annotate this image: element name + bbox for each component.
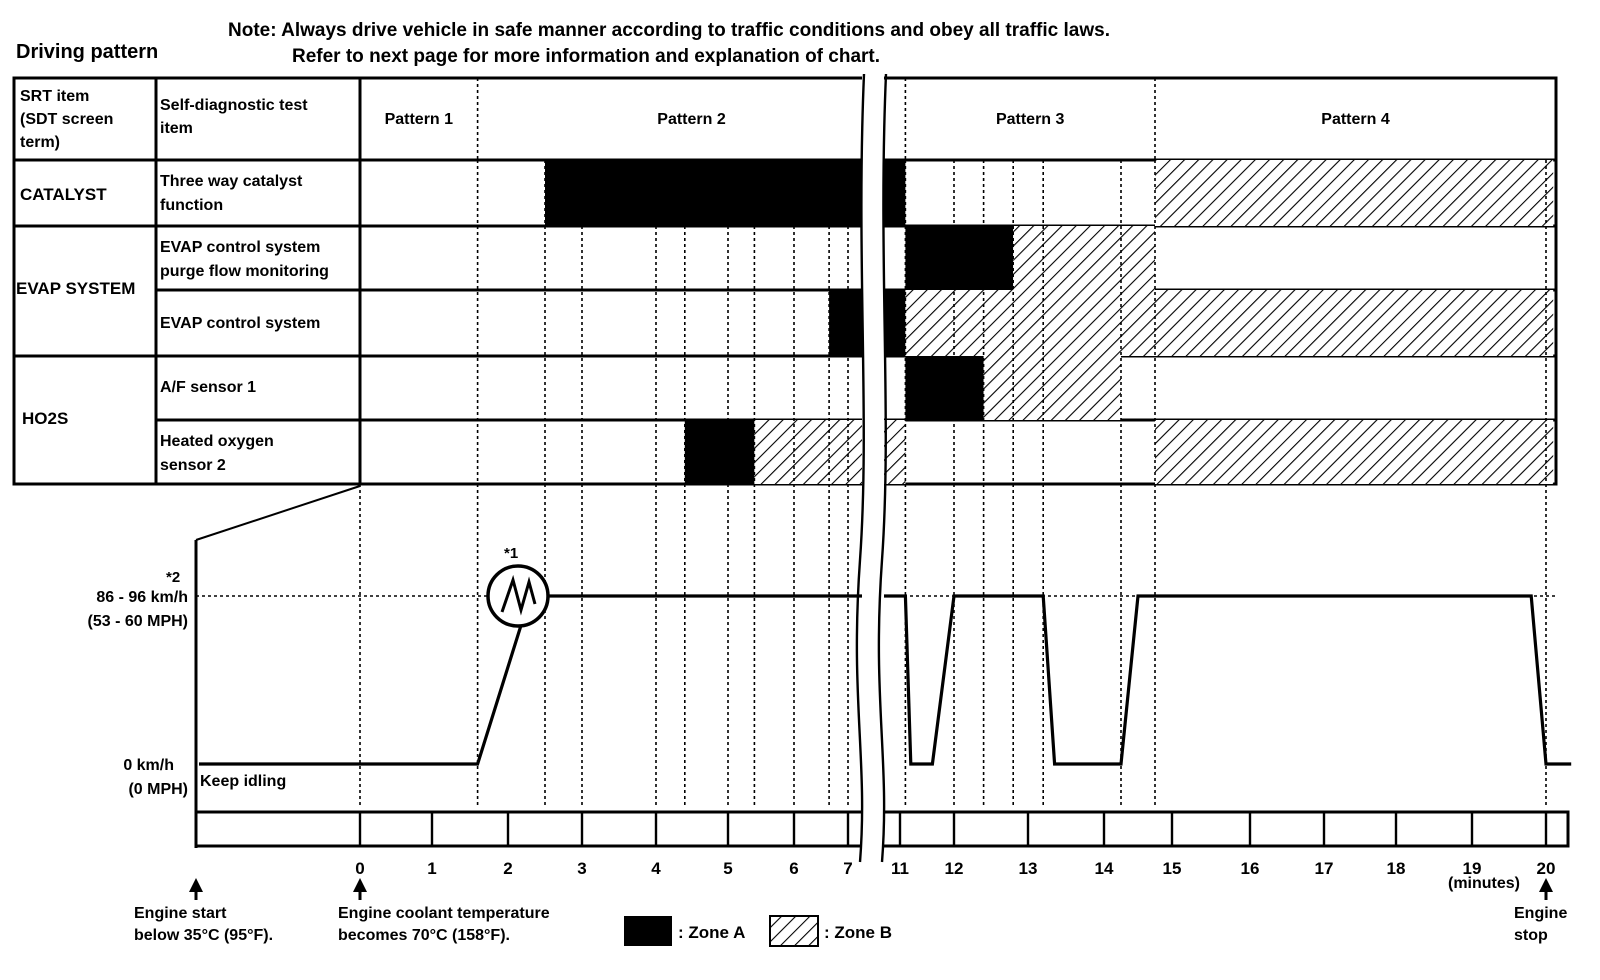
zoom-taper-line [196,486,360,540]
zone-a-three-way-catalyst-0 [545,160,905,226]
srt-item-header-line-0: SRT item [20,88,90,105]
break-gap [862,76,884,862]
zone-b-af-sensor-1-1 [984,356,1121,420]
engine-stop-line-1: Engine [1514,905,1568,922]
sdt-item-header-line-0: Self-diagnostic test [160,97,308,114]
note-line-2: Refer to next page for more information and explanation of chart. [292,46,881,67]
tick-label-20: 20 [1536,859,1556,878]
high-speed-label-1: 86 - 96 km/h [96,589,188,606]
note-line-1: Note: Always drive vehicle in safe manner according to traffic conditions and obey all traffic laws. [228,20,1110,41]
row-label-heated-oxygen-2-1: sensor 2 [160,457,226,474]
tick-label-5: 5 [723,859,733,878]
tick-label-19: 19 [1462,859,1482,878]
engine-start-line-1: Engine start [134,905,227,922]
tick-label-16: 16 [1240,859,1260,878]
zone-b-three-way-catalyst-1 [1155,160,1553,226]
coolant-temp-line-1: Engine coolant temperature [338,905,550,922]
low-speed-label-2: (0 MPH) [128,781,188,798]
row-label-three-way-catalyst-0: Three way catalyst [160,173,303,190]
table-labels [16,88,1390,474]
legend-zone-b-swatch [770,916,818,946]
engine-start-arrow-head [189,878,203,892]
row-label-evap-control-0: EVAP control system [160,315,321,332]
tick-label-18: 18 [1386,859,1406,878]
tick-label-11: 11 [891,859,909,878]
zone-b-evap-purge-flow-1 [1013,226,1155,290]
tick-label-1: 1 [427,859,437,878]
low-speed-label-1: 0 km/h [123,757,174,774]
pattern-header-3: Pattern 3 [995,111,1065,128]
legend [624,916,892,946]
zone-b-evap-control-1 [905,290,1553,356]
zone-a-evap-purge-flow-0 [905,226,1013,290]
engine-start-line-2: below 35°C (95°F). [134,927,274,944]
high-speed-label-2: (53 - 60 MPH) [87,613,188,630]
tick-label-0: 0 [355,859,365,878]
pattern-header-2: Pattern 2 [657,111,726,128]
legend-zone-a-label: : Zone A [678,923,746,942]
engine-stop-arrow-head [1539,878,1553,892]
tick-label-7: 7 [843,859,853,878]
zone-bars [545,160,1553,484]
keep-idling-label: Keep idling [200,773,287,790]
high-speed-note: *2 [166,569,181,586]
tick-label-17: 17 [1314,859,1334,878]
tick-label-6: 6 [789,859,799,878]
speed-line [199,596,1571,764]
zone-a-heated-oxygen-2-0 [685,420,755,484]
srt-item-header-line-1: (SDT screen [20,111,114,128]
sdt-item-header-line-1: item [160,120,193,137]
tick-label-13: 13 [1018,859,1038,878]
row-label-af-sensor-1-0: A/F sensor 1 [160,379,257,396]
row-label-heated-oxygen-2-0: Heated oxygen [160,433,274,450]
tick-label-14: 14 [1094,859,1114,878]
tick-label-2: 2 [503,859,513,878]
row-label-three-way-catalyst-1: function [160,197,224,214]
zone-a-af-sensor-1-0 [905,356,983,420]
group-catalyst: CATALYST [20,185,107,204]
tick-label-15: 15 [1162,859,1182,878]
group-evap-system: EVAP SYSTEM [16,279,136,298]
engine-stop-line-2: stop [1514,927,1548,944]
group-ho2s: HO2S [22,409,69,428]
legend-zone-a-swatch [624,916,672,946]
tick-label-12: 12 [944,859,964,878]
pattern-header-1: Pattern 1 [384,111,454,128]
row-label-evap-purge-flow-1: purge flow monitoring [160,263,329,280]
coolant-temp-line-2: becomes 70°C (158°F). [338,927,510,944]
accel-note: *1 [504,545,519,562]
coolant-temp-arrow-head [353,878,367,892]
pattern-header-4: Pattern 4 [1321,111,1390,128]
legend-zone-b-label: : Zone B [824,923,892,942]
row-label-evap-purge-flow-0: EVAP control system [160,239,321,256]
srt-item-header-line-2: term) [20,134,61,151]
tick-label-3: 3 [577,859,587,878]
tick-label-4: 4 [651,859,661,878]
diagram-title: Driving pattern [16,41,159,63]
zone-b-heated-oxygen-2-2 [1155,420,1553,484]
minutes-unit: (minutes) [1448,875,1520,892]
